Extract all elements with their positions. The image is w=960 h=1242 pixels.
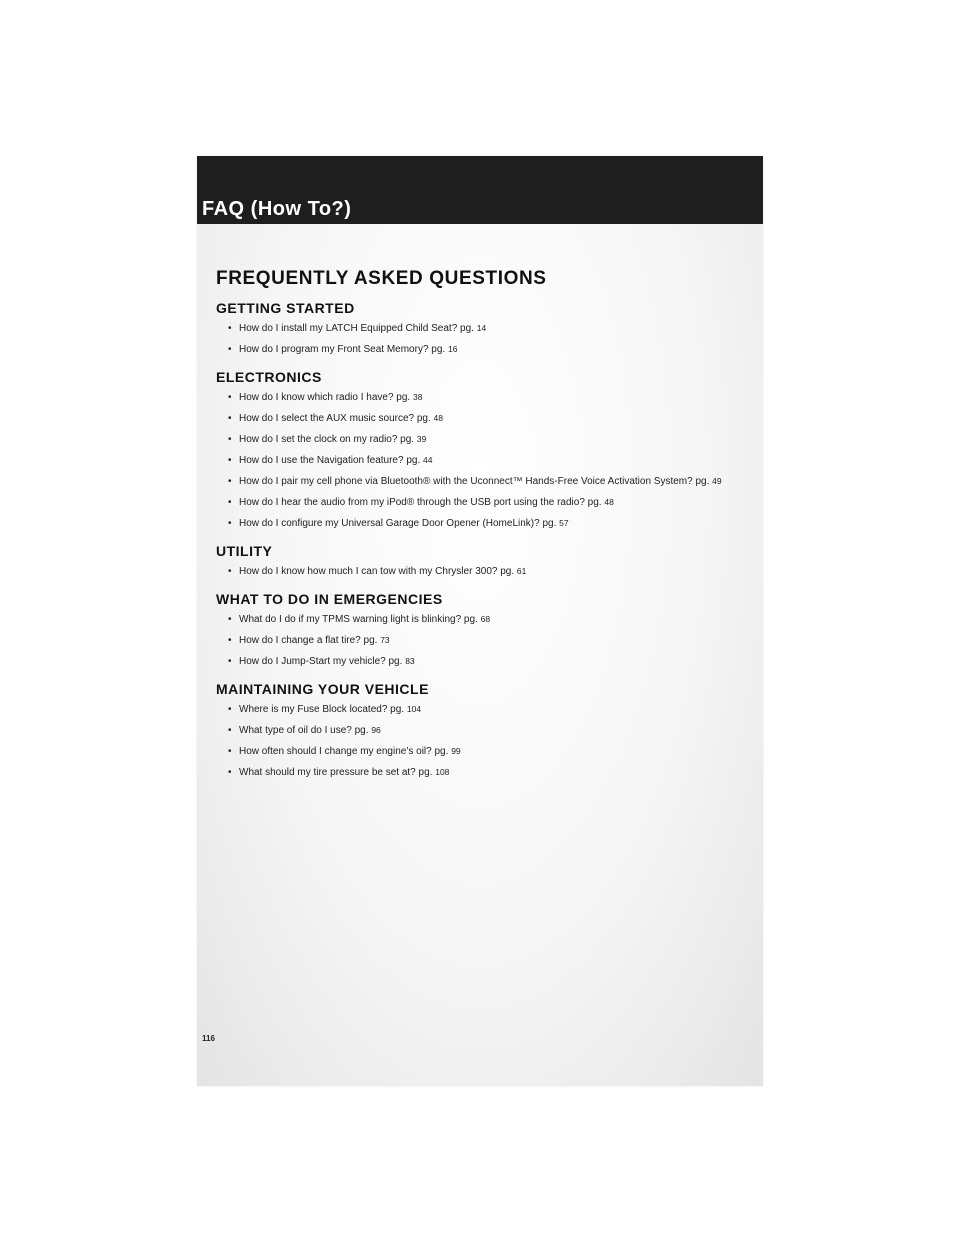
section-heading: GETTING STARTED [216,300,355,316]
section-heading: ELECTRONICS [216,369,322,385]
faq-question: Where is my Fuse Block located? pg. [239,704,405,715]
page-ref: 108 [435,767,450,777]
faq-question: What should my tire pressure be set at? pg. [239,767,433,778]
section-heading: UTILITY [216,543,273,559]
faq-question: How do I pair my cell phone via Bluetooth® with the Uconnect™ Hands-Free Voice Activation System? pg. [239,476,710,487]
page-ref: 96 [371,725,381,735]
section-heading: WHAT TO DO IN EMERGENCIES [216,591,443,607]
faq-item [228,766,746,779]
faq-question: How do I hear the audio from my iPod® through the USB port using the radio? pg. [239,497,602,508]
section-utility [216,543,746,578]
faq-item [228,703,746,716]
faq-item [228,565,746,578]
faq-item [228,454,746,467]
section-maintaining-vehicle [216,681,746,779]
page-ref: 57 [559,518,569,528]
faq-item [228,391,746,404]
faq-question: How do I install my LATCH Equipped Child Seat? pg. [239,323,474,334]
faq-question: How do I select the AUX music source? pg. [239,413,431,424]
page-ref: 39 [416,434,427,444]
faq-question: How often should I change my engine’s oil? pg. [239,746,449,757]
page-ref: 68 [480,614,491,624]
faq-item [228,517,746,530]
faq-item [228,613,746,626]
faq-question: What do I do if my TPMS warning light is blinking? pg. [239,614,478,625]
faq-item [228,322,746,335]
faq-content [216,268,746,787]
manual-page [197,156,763,1086]
faq-item [228,745,746,758]
section-emergencies [216,591,746,668]
faq-question: How do I configure my Universal Garage Door Opener (HomeLink)? pg. [239,518,557,529]
page-ref: 16 [447,344,458,354]
faq-item [228,343,746,356]
section-getting-started [216,300,746,356]
page-ref: 99 [451,746,461,756]
faq-question: How do I know how much I can tow with my Chrysler 300? pg. [239,566,515,577]
page-ref: 48 [604,497,614,507]
page-ref: 61 [516,566,527,576]
section-electronics [216,369,746,530]
faq-question: How do I set the clock on my radio? pg. [239,434,415,445]
faq-item [228,475,746,488]
faq-item [228,724,746,737]
faq-item [228,634,746,647]
page-ref: 14 [476,323,487,333]
page-ref: 44 [423,455,433,465]
header-bar [197,156,763,224]
page-ref: 83 [405,656,415,666]
page-header-title: FAQ (How To?) [202,198,352,220]
faq-question: How do I use the Navigation feature? pg. [239,455,421,466]
faq-question: How do I program my Front Seat Memory? pg. [239,344,446,355]
faq-item [228,655,746,668]
faq-item [228,496,746,509]
page-number: 116 [202,1034,215,1043]
faq-item [228,433,746,446]
main-heading: FREQUENTLY ASKED QUESTIONS [216,268,547,289]
faq-question: How do I Jump-Start my vehicle? pg. [239,656,403,667]
page-ref: 73 [380,635,390,645]
section-heading: MAINTAINING YOUR VEHICLE [216,681,429,697]
faq-question: What type of oil do I use? pg. [239,725,369,736]
page-ref: 104 [406,704,422,714]
page-ref: 48 [433,413,444,423]
faq-question: How do I change a flat tire? pg. [239,635,378,646]
faq-item [228,412,746,425]
page-ref: 49 [712,476,722,486]
faq-question: How do I know which radio I have? pg. [239,392,411,403]
page-ref: 38 [413,392,423,402]
